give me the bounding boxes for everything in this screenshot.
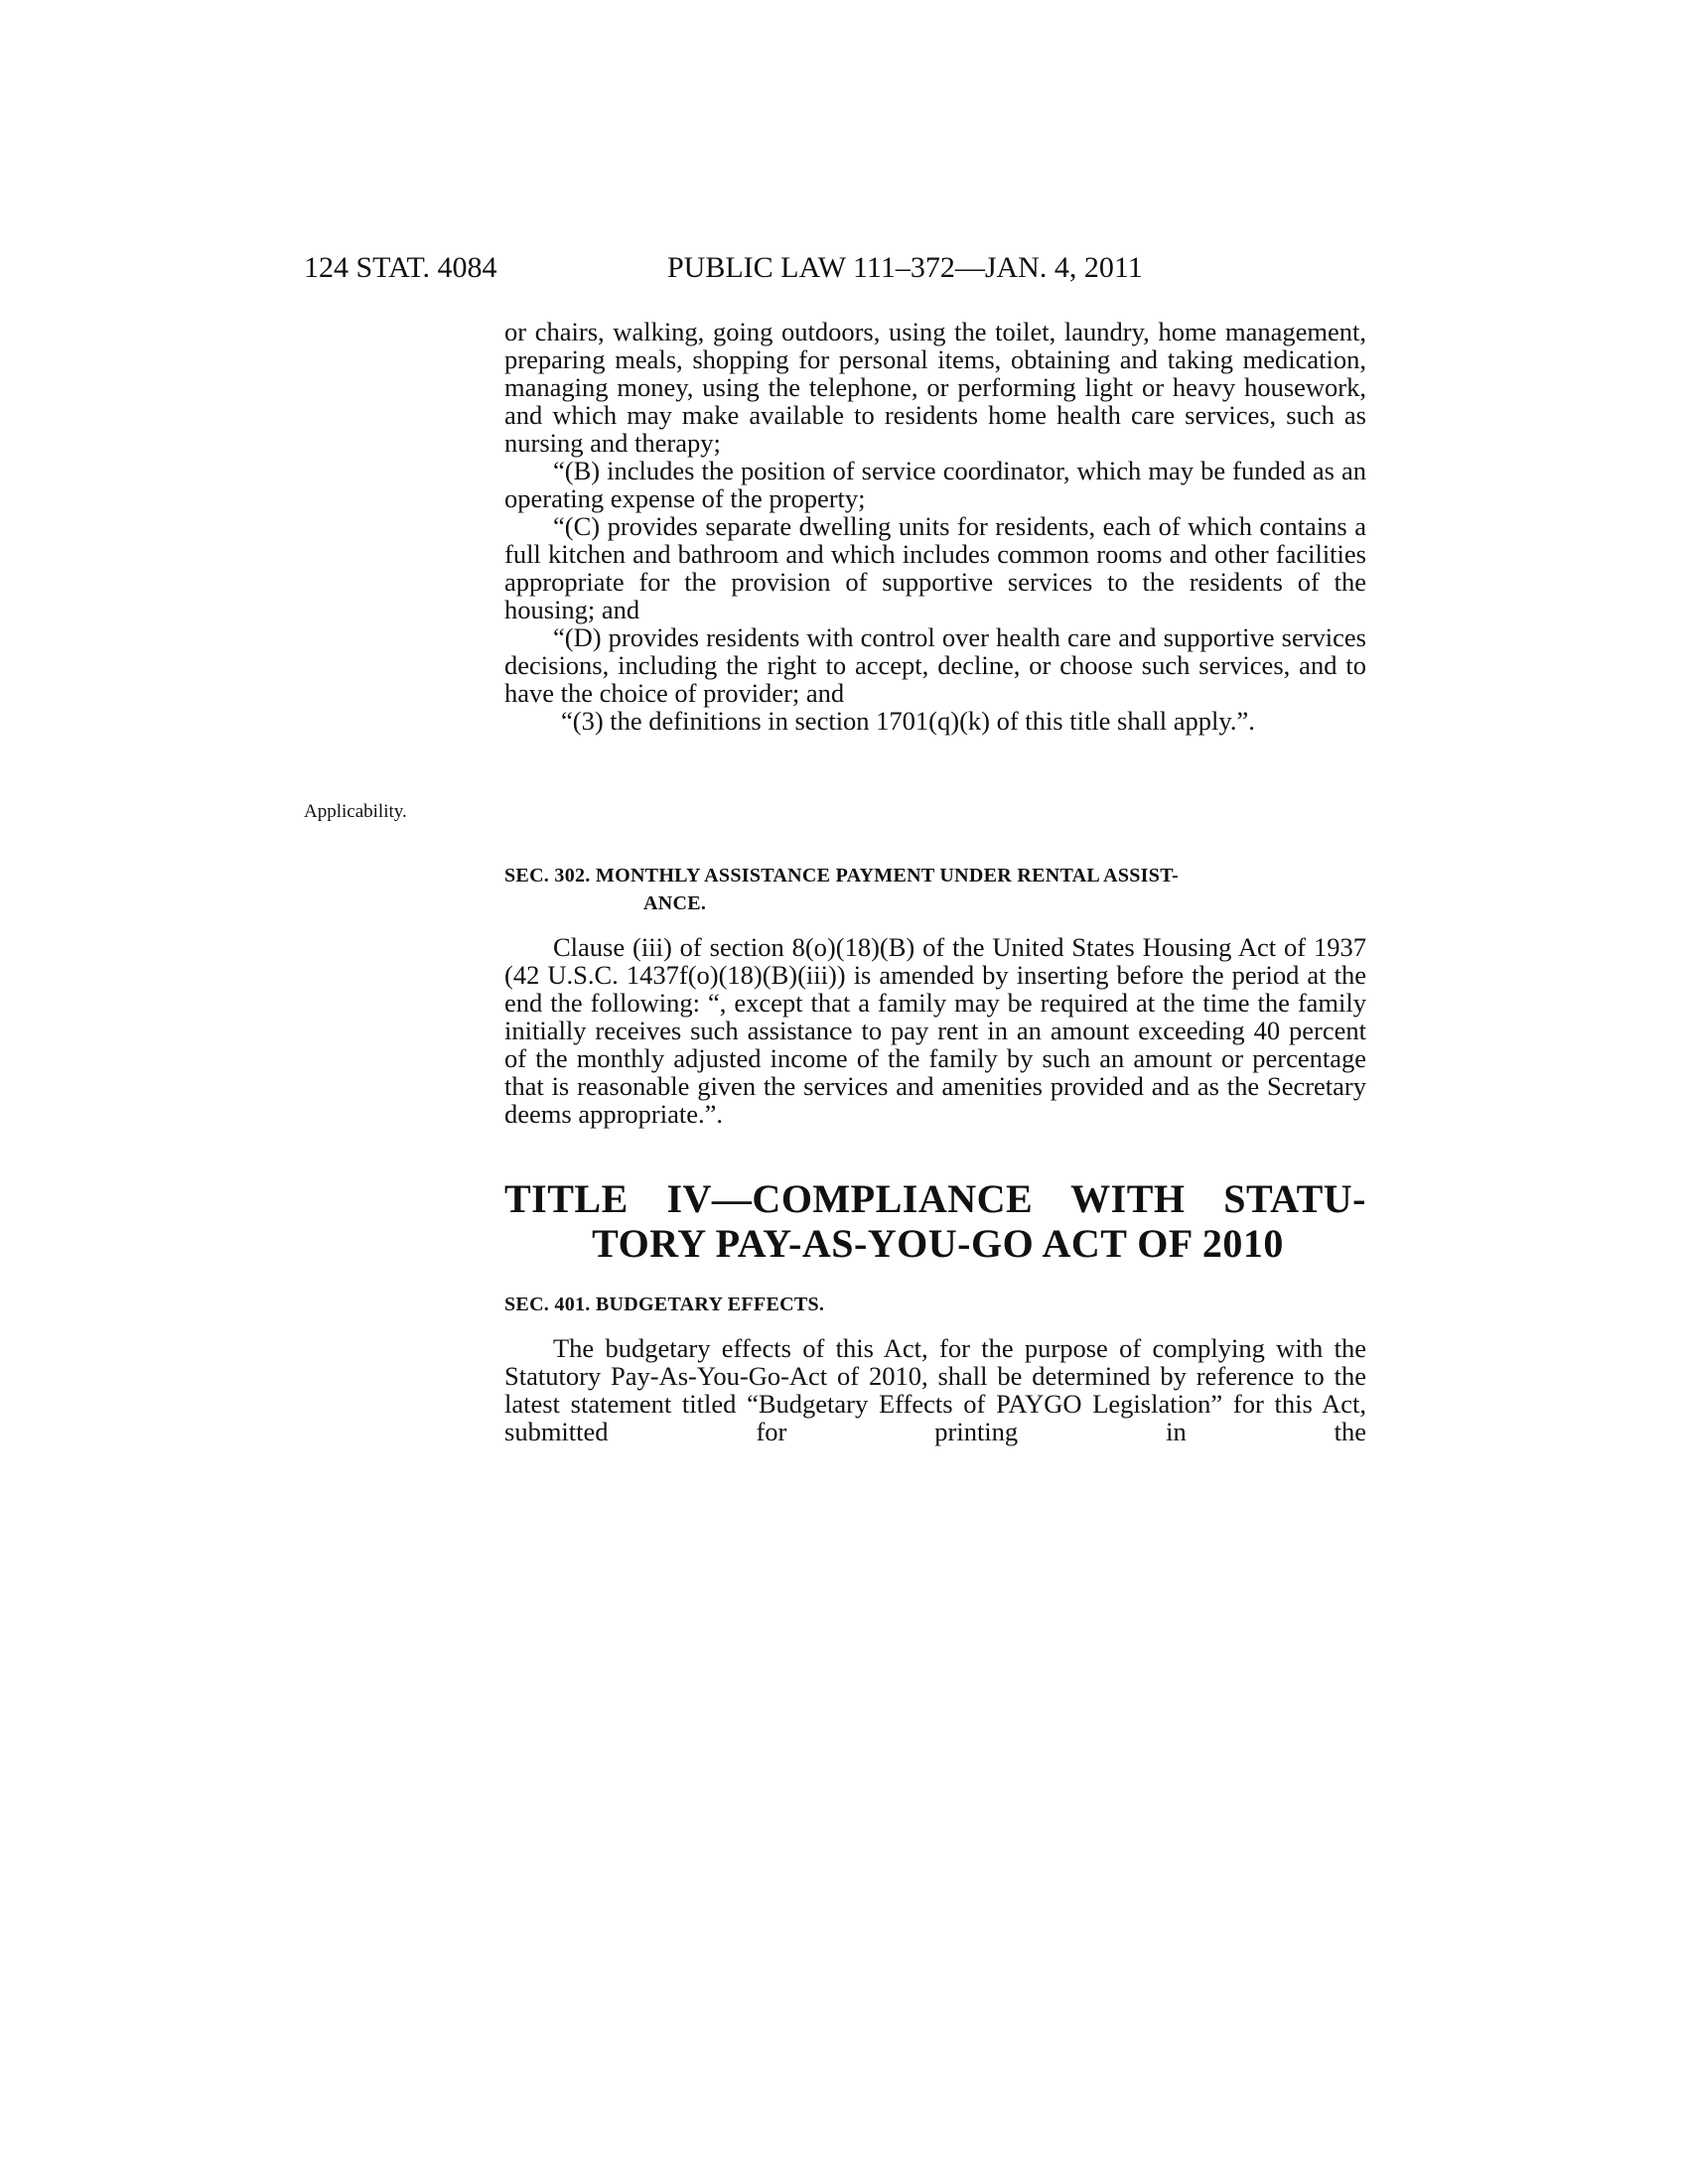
paragraph-d: “(D) provides residents with control over health care and supportive services decisions, including the right to accept, decline, or choose such services, and to have the choice of provider; and [504,622,1366,708]
section-302-heading-line2: ANCE. [643,892,707,914]
section-302-body: Clause (iii) of section 8(o)(18)(B) of the United States Housing Act of 1937 (42 U.S.C. 1437f(o)(18)(B)(iii)) is amended by inserting before the period at the end the following: “, except that a family may be required at the time the family initially receives such assistance to pay rent in an amount exceeding 40 percent of the monthly adjusted income of the family by such an amount or percentage that is reasonable given the services and amenities provided and as the Secretary deems appropriate.”. [504,932,1366,1129]
page-header [304,248,1366,288]
section-401 [504,1291,1366,1445]
title-iv-heading-line2: TORY PAY-AS-YOU-GO ACT OF 2010 [592,1221,1284,1266]
section-302-heading-line1: SEC. 302. MONTHLY ASSISTANCE PAYMENT UNDER RENTAL ASSIST- [504,865,1179,887]
statute-page-reference: 124 STAT. 4084 [304,251,497,284]
margin-note-applicability: Applicability. [304,801,407,822]
section-401-body: The budgetary effects of this Act, for the purpose of complying with the Statutory Pay-As-You-Go-Act of 2010, shall be determined by reference to the latest statement titled “Budgetary Effects of PAYGO Legislation” for this Act, submitted for printing in the [504,1333,1366,1446]
paragraph-b: “(B) includes the position of service coordinator, which may be funded as an operating expense of the property; [504,456,1366,513]
paragraph-3: “(3) the definitions in section 1701(q)(k) of this title shall apply.”. [561,706,1255,736]
paragraph-a-continuation: or chairs, walking, going outdoors, using the toilet, laundry, home management, preparing meals, shopping for personal items, obtaining and taking medication, managing money, using the telephone, or performing light or heavy housework, and which may make available to residents home health care services, such as nursing and therapy; [504,317,1366,458]
section-302 [504,862,1366,1128]
paragraph-c: “(C) provides separate dwelling units for residents, each of which contains a full kitchen and bathroom and which includes common rooms and other facilities appropriate for the provision of supportive services to the residents of the housing; and [504,511,1366,624]
section-302-heading [504,862,1366,917]
title-iv-heading-line1: TITLE IV—COMPLIANCE WITH STATU- [504,1176,1366,1221]
title-iv-heading [504,1176,1366,1266]
section-401-heading: SEC. 401. BUDGETARY EFFECTS. [504,1294,825,1315]
public-law-reference: PUBLIC LAW 111–372—JAN. 4, 2011 [667,251,1143,284]
continuation-text [504,318,1366,735]
